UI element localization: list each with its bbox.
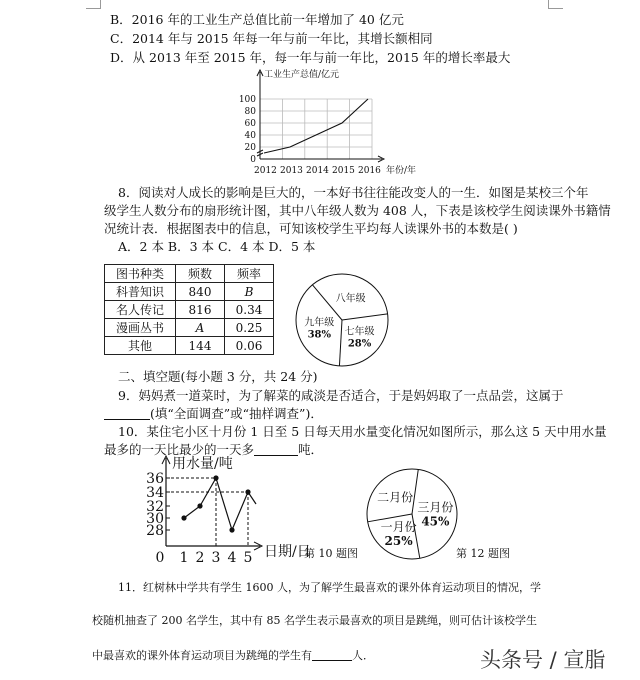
q11-line-1: 11．红树林中学共有学生 1600 人，为了解学生最喜欢的课外体育运动项目的情况，学 [118,581,541,594]
table-row [105,301,274,319]
q10-line-2-text: 最多的一天比最少的一天多 [104,442,255,457]
q7-option-b: B．2016 年的工业生产总值比前一年增加了 40 亿元 [110,12,404,27]
data-point [181,515,186,520]
x-tick-label: 5 [243,550,253,566]
table-cell: 840 [176,283,225,301]
y-axis-label: 工业生产总值/亿元 [264,70,340,80]
fig-12-caption: 第 12 题图 [456,547,510,560]
fig-10-caption: 第 10 题图 [304,547,358,560]
y-axis-label: 用水量/吨 [172,456,233,472]
q8-line-1: 8．阅读对人成长的影响是巨大的，一本好书往往能改变人的一生．如图是某校三个年 [118,185,589,200]
q9-line-2 [104,406,323,422]
y-tick-label: 32 [146,499,164,515]
q11-line-2: 校随机抽查了 200 名学生，其中有 85 名学生表示最喜欢的项目是跳绳，则可估计该校学生 [92,614,537,627]
x-axis-label: 年份/年 [386,166,417,176]
pie-slice-value: 25% [384,534,413,549]
data-point [197,503,202,508]
q9-line-1: 9．妈妈煮一道菜时，为了解菜的咸淡是否适合，于是妈妈取了一点品尝，这属于 [118,388,564,403]
water-series-line [184,478,256,530]
industrial-output-chart [228,66,458,178]
table-header-cell: 频率 [225,265,274,283]
q11-line-3-text: 中最喜欢的课外体育运动项目为跳绳的学生有 [92,649,312,662]
y-tick-label: 100 [238,95,256,105]
table-cell: 其他 [105,337,176,355]
q8-options: A．2 本 B．3 本 C．4 本 D．5 本 [118,239,316,254]
y-tick-label: 28 [146,523,164,539]
y-tick-label: 0 [250,155,256,165]
section-2-heading: 二、填空题(每小题 3 分，共 24 分) [118,369,318,384]
q8-line-2: 级学生人数分布的扇形统计图，其中八年级人数为 408 人，下表是该校学生阅读课外书籍情 [104,203,611,218]
reading-stats-table [104,264,274,355]
table-row [105,283,274,301]
watermark: 头条号 / 宣脂 [480,648,606,672]
monthly-pie-chart [362,466,462,562]
q11-line-3 [92,648,374,664]
table-row [105,319,274,337]
pie-slice-label: 二月份 [377,490,414,505]
pie-slice-value: 28% [347,338,372,350]
table-cell: 0.25 [225,319,274,337]
q11-answer-blank[interactable] [312,648,352,661]
data-point [213,475,218,480]
x-tick-label: 2014 [306,166,329,176]
pie-slice-label: 一月份 [380,520,417,535]
table-header-row [105,265,274,283]
y-tick-label: 20 [244,143,256,153]
x-axis-label: 日期/日 [264,544,311,560]
pie-slice-label: 八年级 [335,293,366,305]
table-cell: 816 [176,301,225,319]
x-tick-label: 2016 [358,166,381,176]
x-tick-label: 2015 [332,166,355,176]
table-cell: 科普知识 [105,283,176,301]
table-cell: 0.34 [225,301,274,319]
x-tick-label: 4 [227,550,237,566]
table-row [105,337,274,355]
table-cell: 漫画丛书 [105,319,176,337]
pie-slice-value: 45% [421,514,450,529]
pie-slice-label: 三月份 [417,500,454,515]
pie-slice-value: 38% [307,329,332,341]
pie-slice-label: 九年级 [304,317,335,329]
q10-line-1: 10．某住宅小区十月份 1 日至 5 日每天用水量变化情况如图所示，那么这 5 天中用水量 [118,424,607,439]
y-tick-label: 80 [244,107,256,117]
q8-line-3: 况统计表．根据图表中的信息，可知该校学生平均每人读课外书的本数是( ) [104,221,518,236]
x-tick-label: 2013 [280,166,303,176]
table-cell: A [176,319,225,337]
output-series-line [264,99,368,153]
table-cell: 名人传记 [105,301,176,319]
table-cell: 144 [176,337,225,355]
y-tick-label: 60 [244,119,256,129]
x-tick-label: 1 [179,550,189,566]
data-point [245,489,250,494]
table-cell: 0.06 [225,337,274,355]
x-tick-labels [254,166,381,176]
q7-option-c: C．2014 年与 2015 年每一年与前一年比，其增长额相同 [110,31,433,46]
q11-line-3-end: 人． [352,649,374,662]
x-tick-label: 0 [155,550,165,566]
y-tick-label: 36 [146,471,164,487]
pie-slice-label: 七年级 [344,326,375,338]
margin-mark-right [548,0,563,9]
data-point [229,527,234,532]
table-header-cell: 频数 [176,265,225,283]
q7-option-d: D．从 2013 年至 2015 年，每一年与前一年比，2015 年的增长率最大 [110,50,511,65]
q9-line-2-text: (填“全面调查”或“抽样调查”)． [150,406,323,421]
x-tick-label: 3 [211,550,221,566]
table-cell: B [225,283,274,301]
x-tick-label: 2 [195,550,205,566]
water-usage-chart [146,452,330,566]
table-header-cell: 图书种类 [105,265,176,283]
q9-answer-blank[interactable] [104,407,150,420]
grade-pie-chart [290,270,400,370]
y-tick-label: 30 [146,511,164,527]
x-tick-label: 2012 [254,166,277,176]
y-tick-label: 40 [244,131,256,141]
y-tick-label: 34 [146,485,164,501]
q10-line-2-end: 吨． [298,442,324,457]
margin-mark-left [86,0,101,9]
